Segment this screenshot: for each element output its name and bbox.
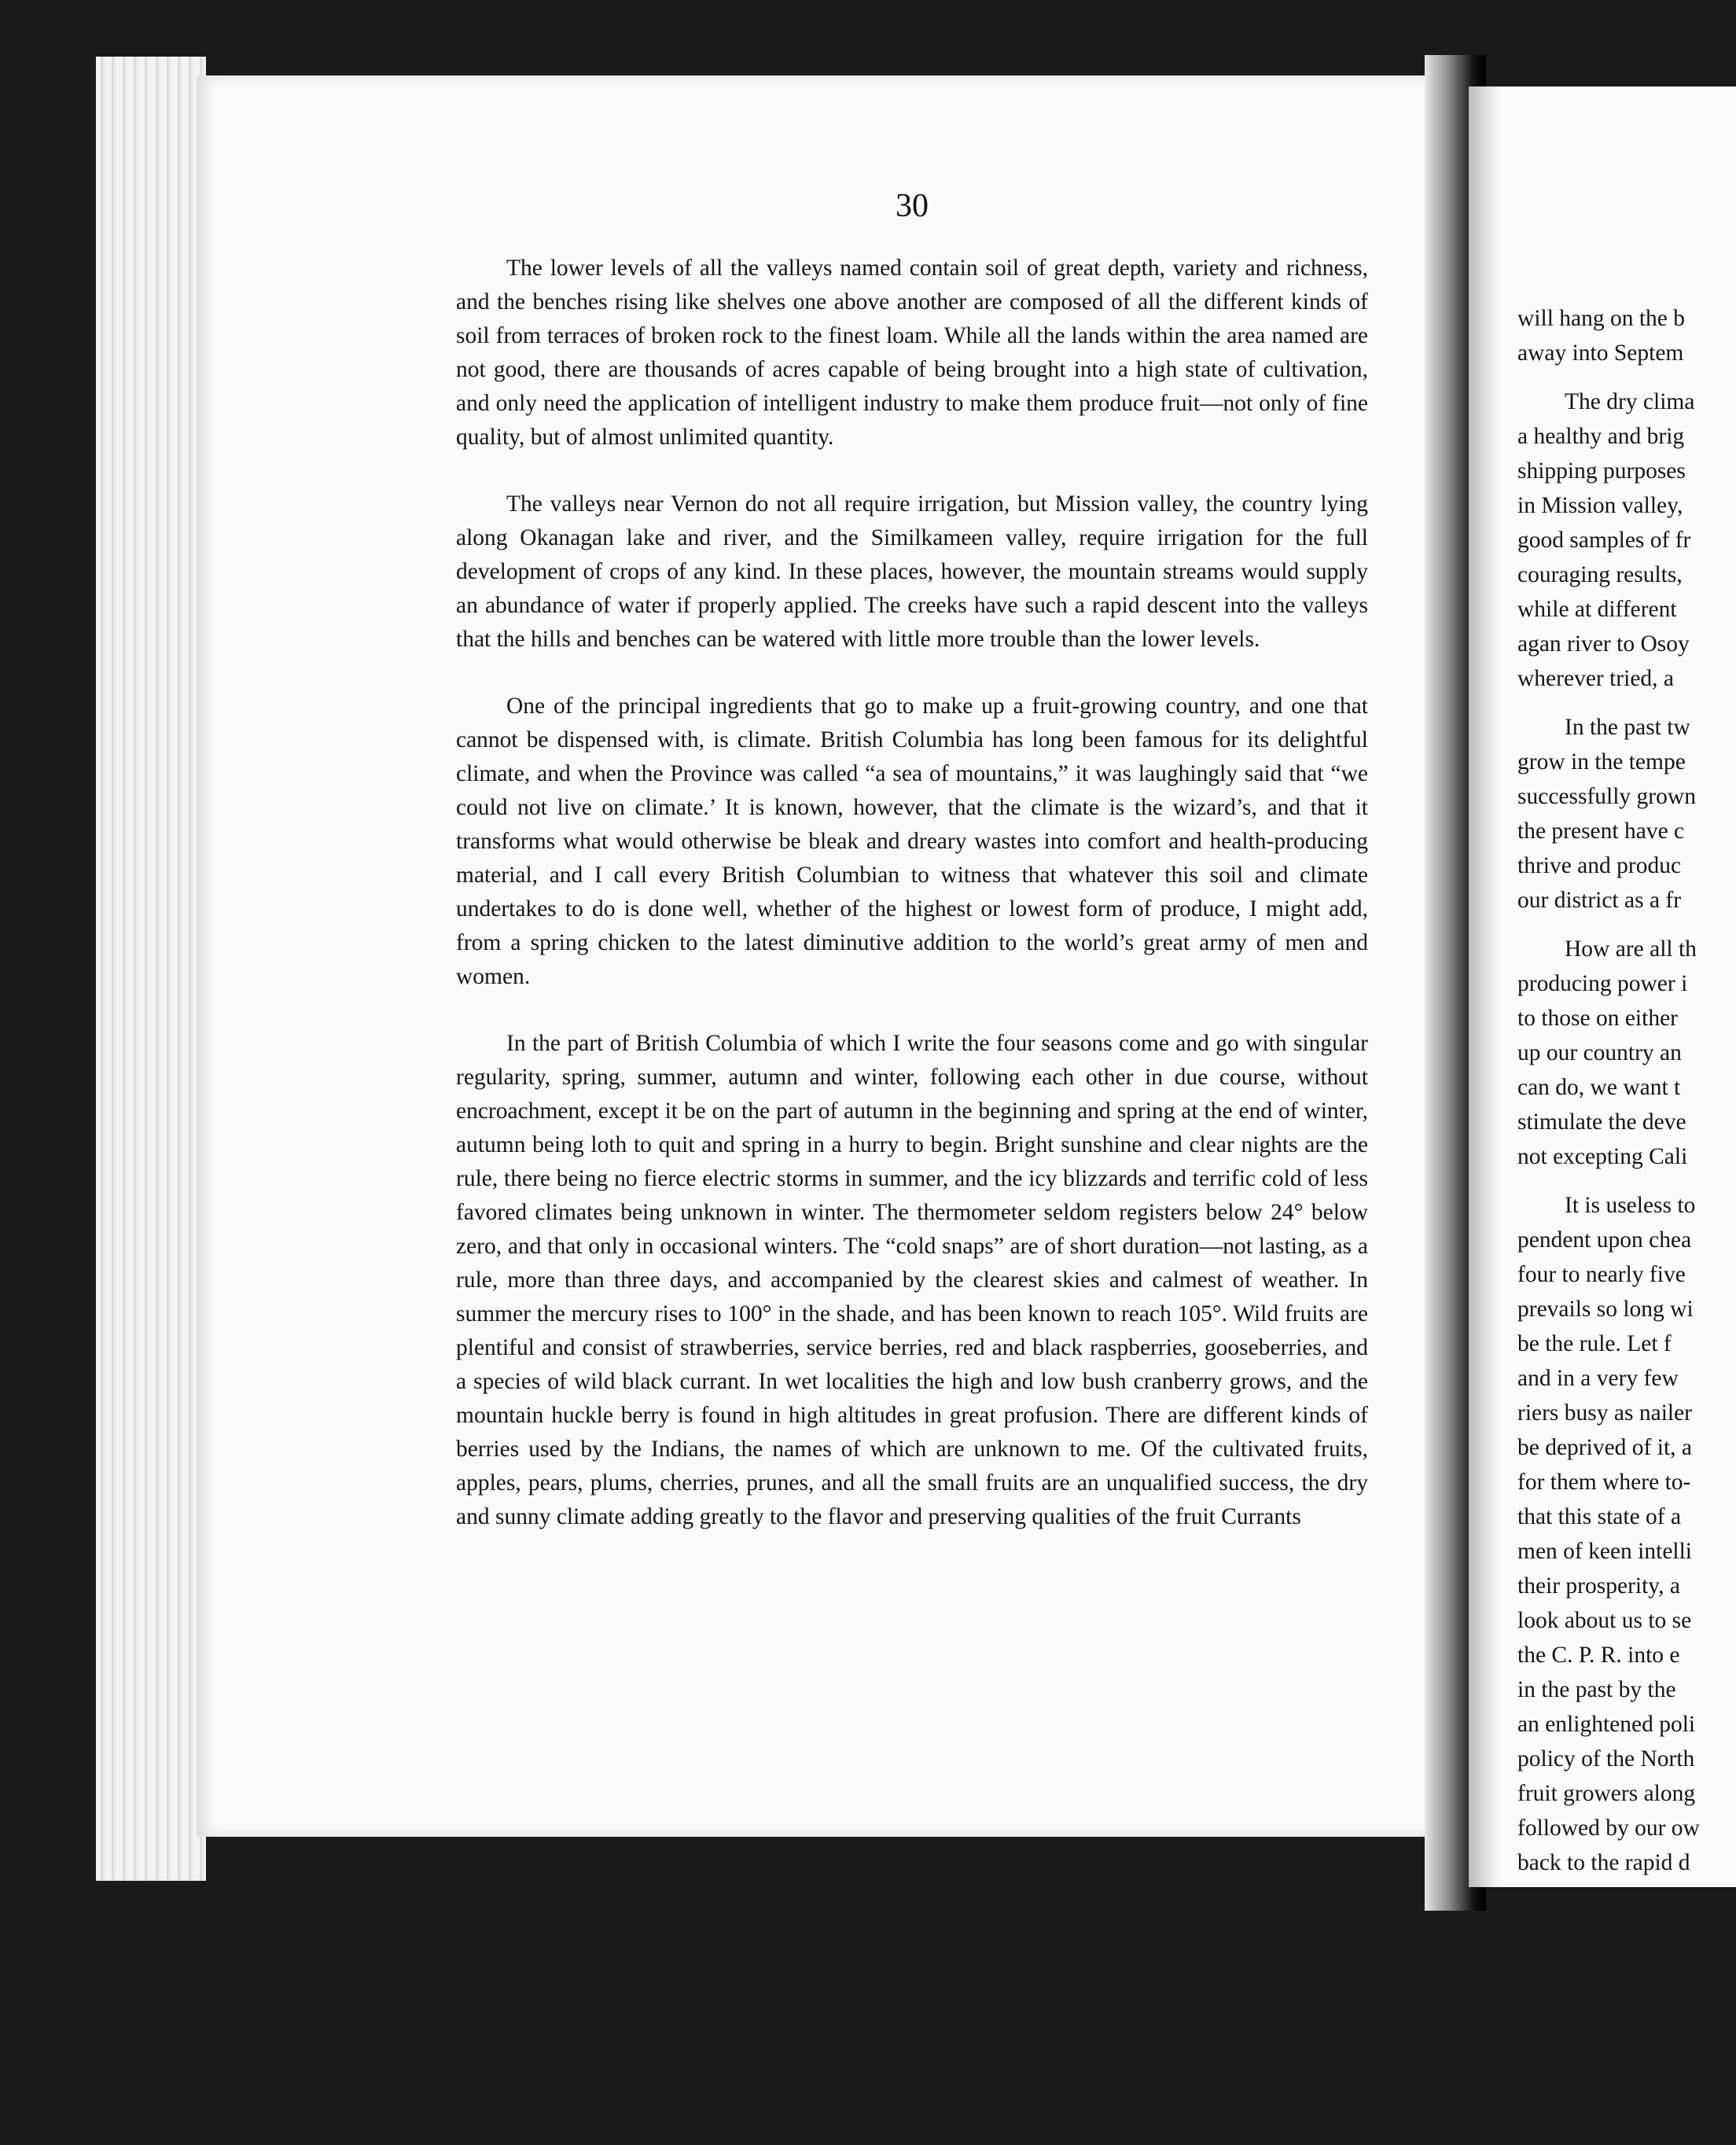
text-line: men of keen intelli [1517, 1539, 1692, 1564]
paragraph: One of the principal ingredients that go to make up a fruit-growing country, and one that cannot be dispensed with, is climate. British Columbia has long been famous for its delightful climate, and when the Province was called “a sea of mountains,” it was laughingly said that “we could not live on climate.’ It is known, however, that the climate is the wizard’s, and that it transforms what would otherwise be bleak and dreary wastes into comfort and health-producing material, and I call every British Columbian to witness that whatever this soil and climate undertakes to do is done well, whether of the highest or lowest form of produce, I might add, from a spring chicken to the latest diminutive addition to the world’s great army of men and women. [456, 694, 1368, 989]
text-line: In the past tw [1565, 715, 1690, 740]
text-line: to those on either [1517, 1006, 1678, 1031]
paragraph-gap [1517, 918, 1736, 932]
left-page-body [456, 252, 1368, 1567]
right-page-body [1517, 301, 1736, 1880]
text-line: grow in the tempe [1517, 749, 1686, 774]
paragraph: In the part of British Columbia of which I write the four seasons come and go with singular regularity, spring, summer, autumn and winter, following each other in due course, without encroachment, except it be on the part of autumn in the beginning and spring at the end of winter, autumn being loth to quit and spring in a hurry to begin. Bright sunshine and clear nights are the rule, there being no fierce electric storms in summer, and the icy blizzards and terrific cold of less favored climates being unknown in winter. The thermometer seldom registers below 24° below zero, and that only in occasional winters. The “cold snaps” are of short duration—not lasting, as a rule, more than three days, and accompanied by the clearest skies and calmest of weather. In summer the mercury rises to 100° in the shade, and has been known to reach 105°. Wild fruits are plentiful and consist of strawberries, service berries, red and black raspberries, gooseberries, and a species of wild black currant. In wet localities the high and low bush cranberry grows, and the mountain huckle berry is found in high altitudes in great profusion. There are different kinds of berries used by the Indians, the names of which are unknown to me. Of the cultivated fruits, apples, pears, plums, cherries, prunes, and all the small fruits are an unqualified success, the dry and sunny climate adding greatly to the flavor and preserving qualities of the fruit Currants [456, 1031, 1368, 1529]
text-line: good samples of fr [1517, 528, 1691, 553]
paragraph-gap [1517, 696, 1736, 710]
text-line: It is useless to [1565, 1193, 1696, 1218]
text-line: for them where to- [1517, 1470, 1691, 1495]
text-line: stimulate the deve [1517, 1109, 1686, 1135]
text-line: policy of the North [1517, 1746, 1695, 1772]
text-line: a healthy and brig [1517, 424, 1685, 449]
text-line: shipping purposes [1517, 458, 1686, 484]
text-line: their prosperity, a [1517, 1573, 1680, 1599]
text-line: pendent upon chea [1517, 1227, 1692, 1253]
text-line: The dry clima [1565, 389, 1695, 414]
text-line: producing power i [1517, 971, 1688, 996]
text-line: while at different [1517, 597, 1677, 622]
text-line: couraging results, [1517, 562, 1683, 587]
text-line: back to the rapid d [1517, 1850, 1690, 1875]
text-line: successfully grown [1517, 784, 1696, 809]
paragraph: The valleys near Vernon do not all require irrigation, but Mission valley, the country lying along Okanagan lake and river, and the Similkameen valley, require irrigation for the full development of crops of any kind. In these places, however, the mountain streams would supply an abundance of water if properly applied. The creeks have such a rapid descent into the valleys that the hills and benches can be watered with little more trouble than the lower levels. [456, 491, 1368, 652]
page-number: 30 [896, 188, 929, 224]
text-line: four to nearly five [1517, 1262, 1686, 1287]
text-line: that this state of a [1517, 1504, 1682, 1529]
text-line: fruit growers along [1517, 1781, 1696, 1806]
text-line: up our country an [1517, 1040, 1682, 1065]
text-line: our district as a fr [1517, 888, 1682, 913]
text-line: and in a very few [1517, 1366, 1679, 1391]
text-line: an enlightened poli [1517, 1712, 1696, 1737]
paragraph: The lower levels of all the valleys named contain soil of great depth, variety and richness, and the benches rising like shelves one above another are composed of all the different kinds of soil from terraces of broken rock to the finest loam. While all the lands within the area named are not good, there are thousands of acres capable of being brought into a high state of cultivation, and only need the application of intelligent industry to make them produce fruit—not only of fine quality, but of almost unlimited quantity. [456, 256, 1368, 450]
paragraph-gap [1517, 370, 1736, 384]
text-line: be deprived of it, a [1517, 1435, 1692, 1460]
text-line: not excepting Cali [1517, 1144, 1688, 1169]
text-line: be the rule. Let f [1517, 1331, 1672, 1356]
text-line: How are all th [1565, 936, 1697, 962]
text-line: in the past by the [1517, 1677, 1676, 1702]
book-page-edges [96, 57, 206, 1881]
text-line: wherever tried, a [1517, 666, 1675, 691]
text-line: in Mission valley, [1517, 493, 1683, 518]
text-line: the present have c [1517, 819, 1685, 844]
text-line: can do, we want t [1517, 1075, 1681, 1100]
text-line: look about us to se [1517, 1608, 1692, 1633]
text-line: followed by our ow [1517, 1816, 1700, 1841]
text-line: agan river to Osoy [1517, 631, 1690, 657]
text-line: away into Septem [1517, 340, 1684, 366]
text-line: will hang on the b [1517, 306, 1686, 331]
text-line: prevails so long wi [1517, 1297, 1694, 1322]
paragraph-gap [1517, 1174, 1736, 1188]
text-line: thrive and produc [1517, 853, 1682, 878]
text-line: the C. P. R. into e [1517, 1643, 1680, 1668]
text-line: riers busy as nailer [1517, 1400, 1692, 1426]
